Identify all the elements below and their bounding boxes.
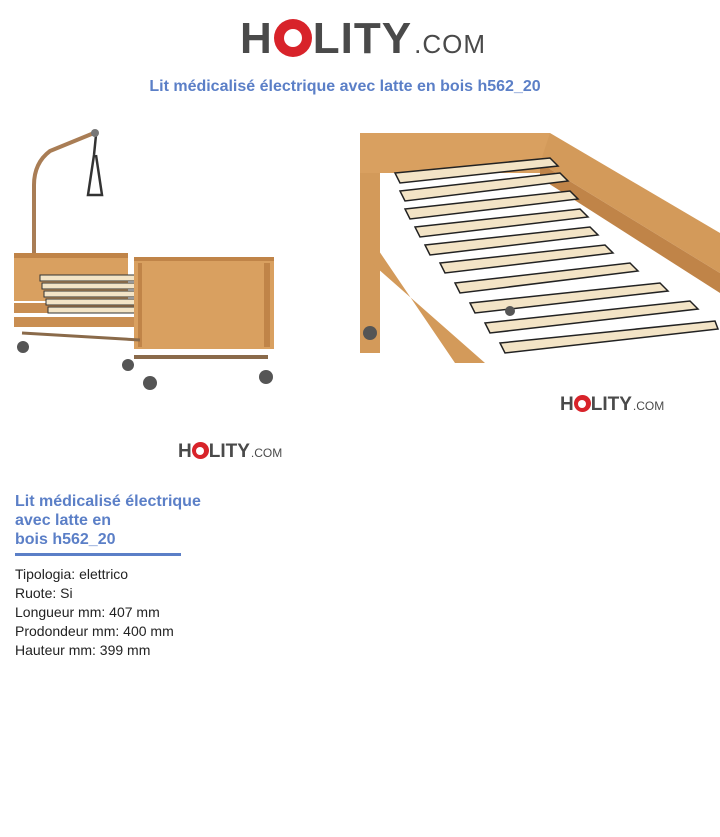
logo-letters: LITY	[312, 14, 413, 63]
bed-frame	[14, 253, 274, 357]
logo-o-icon	[274, 19, 312, 57]
product-title-line: bois h562_20	[15, 531, 116, 548]
logo-domain: .COM	[414, 29, 486, 59]
product-title	[15, 492, 225, 549]
spec-list	[15, 565, 174, 660]
spec-item: Tipologia: elettrico	[15, 566, 129, 582]
page-title: Lit médicalisé électrique avec latte en bois h562_20	[149, 78, 541, 95]
spec-item: Hauteur mm: 399 mm	[15, 642, 151, 658]
logo-letter-h: H	[178, 441, 192, 462]
spec-item: Ruote: Si	[15, 585, 73, 601]
product-title-line: avec latte en	[15, 512, 112, 529]
logo-domain: .COM	[632, 399, 665, 413]
product-title-line: Lit médicalisé électrique	[15, 493, 201, 510]
logo-letter-h: H	[560, 394, 574, 415]
brand-logo[interactable]	[240, 14, 486, 64]
logo-letters: LITY	[208, 441, 250, 462]
logo-domain: .COM	[250, 446, 283, 460]
spec-item: Prodondeur mm: 400 mm	[15, 623, 174, 639]
logo-letters: LITY	[590, 394, 632, 415]
watermark-logo-left	[178, 440, 282, 463]
logo-letter-h: H	[240, 14, 273, 63]
logo-o-icon	[192, 442, 209, 459]
watermark-logo-right	[560, 393, 664, 416]
logo-o-icon	[574, 395, 591, 412]
product-photo-right	[360, 133, 720, 363]
title-underline	[15, 553, 181, 556]
slats	[40, 275, 136, 313]
spec-item: Longueur mm: 407 mm	[15, 604, 160, 620]
product-photo-left	[10, 125, 278, 400]
